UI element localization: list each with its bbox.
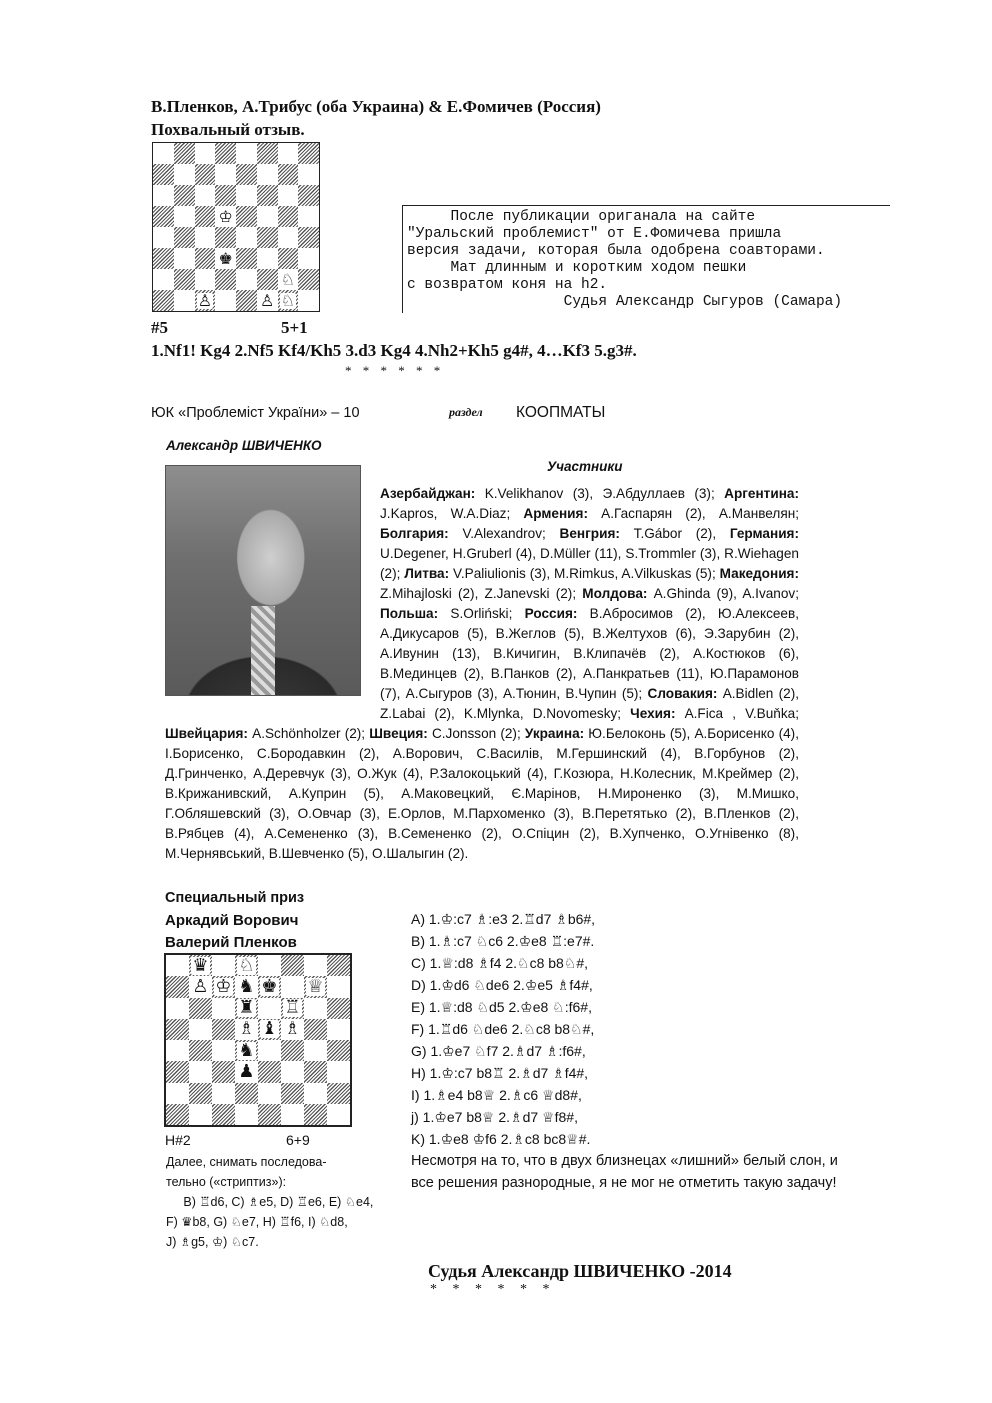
participant-names: A.Ghinda (9), A.Ivanov; — [647, 586, 799, 601]
chess-piece: ♚ — [218, 248, 233, 268]
participant-names: Z.Mihajloski (2), Z.Janevski (2); — [380, 586, 583, 601]
solution-line: I) 1.♗e4 b8♕ 2.♗c6 ♕d8#, — [411, 1087, 582, 1103]
board-square — [195, 248, 216, 269]
chess-piece: ♕ — [307, 975, 324, 997]
board-square — [174, 143, 195, 164]
board-square — [304, 1083, 327, 1104]
board-square — [304, 976, 327, 997]
board-square — [215, 290, 236, 311]
board-square — [258, 1083, 281, 1104]
solution-line: A) 1.♔:c7 ♗:e3 2.♖d7 ♗b6#, — [411, 911, 596, 927]
board-square — [189, 976, 212, 997]
board-square — [215, 206, 236, 227]
board-square — [236, 269, 257, 290]
problem2-piece-count: 6+9 — [286, 1132, 310, 1148]
solution-line: H) 1.♔:c7 b8♖ 2.♗d7 ♗f4#, — [411, 1065, 589, 1081]
board-square — [298, 185, 319, 206]
chess-piece: ♜ — [238, 997, 255, 1019]
board-square — [298, 248, 319, 269]
board-square — [236, 185, 257, 206]
board-square — [235, 1104, 258, 1125]
board-square — [236, 290, 257, 311]
participants-text — [165, 484, 799, 864]
chess-piece: ♚ — [261, 975, 278, 997]
participant-names: J.Kapros, W.A.Diaz; — [380, 506, 524, 521]
participant-names: K.Velikhanov (3), Э.Абдуллаев (3); — [475, 486, 725, 501]
board-square — [166, 1061, 189, 1082]
solution-line: C) 1.♕:d8 ♗f4 2.♘c8 b8♘#, — [411, 955, 589, 971]
board-square — [236, 143, 257, 164]
section-header-right: КООПМАТЫ — [516, 404, 606, 421]
participant-names: V.Alexandrov; — [448, 526, 560, 541]
board-square — [278, 185, 299, 206]
board-square — [215, 143, 236, 164]
board-square — [257, 164, 278, 185]
country-name: Аргентина: — [724, 486, 799, 501]
board-square — [278, 143, 299, 164]
problem1-note: После публикации ориганала на сайте "Уральский проблемист" от Е.Фомичева пришла версия задачи, которая была одобрена соавторами. Мат длинным и коротким ходом пешки с возвратом коня на h2. Судья Александр Сыгуров (Самара) — [402, 205, 890, 313]
country-name: Болгария: — [380, 526, 449, 541]
board-square — [304, 1104, 327, 1125]
chess-piece: ♟ — [238, 1060, 255, 1082]
judge-name: Александр ШВИЧЕНКО — [166, 438, 322, 453]
chess-piece: ♙ — [192, 975, 209, 997]
participant-names: A.Bidlen (2), Z.Labai (2), K.Mlynka, D.Novomesky; — [380, 686, 800, 721]
chess-piece: ♛ — [192, 954, 209, 976]
board-square — [235, 955, 258, 976]
board-square — [195, 290, 216, 311]
participant-names: A.Schönholzer (2); — [247, 726, 370, 741]
board-square — [298, 290, 319, 311]
chess-piece: ♔ — [218, 206, 233, 226]
chess-piece: ♙ — [259, 290, 275, 310]
participant-names: U.Degener, H.Gruberl (4), D.Müller (11), S.Trommler (3), R.Wiehagen (2); — [380, 546, 799, 581]
board-square — [327, 1083, 350, 1104]
problem2-solutions — [411, 908, 851, 1150]
board-square — [235, 976, 258, 997]
board-square — [258, 1061, 281, 1082]
chess-piece: ♔ — [215, 975, 232, 997]
country-name: Украина: — [524, 726, 585, 741]
board-square — [258, 1104, 281, 1125]
solution-line: K) 1.♔e8 ♔f6 2.♗c8 bc8♕#. — [411, 1131, 591, 1147]
board-square — [189, 1104, 212, 1125]
board-square — [258, 976, 281, 997]
board-square — [281, 1019, 304, 1040]
board-square — [166, 998, 189, 1019]
chess-diagram-1 — [152, 142, 320, 312]
country-name: Венгрия: — [559, 526, 620, 541]
chess-piece: ♗ — [284, 1018, 301, 1040]
separator-stars-2: * * * * * * — [430, 1282, 556, 1297]
board-square — [298, 227, 319, 248]
section-header-left: ЮК «Проблеміст України» – 10 — [151, 405, 360, 421]
board-square — [257, 227, 278, 248]
board-square — [212, 955, 235, 976]
board-square — [174, 206, 195, 227]
board-square — [212, 1040, 235, 1061]
board-square — [195, 143, 216, 164]
board-square — [298, 143, 319, 164]
board-square — [212, 1019, 235, 1040]
solution-line: B) 1.♗:c7 ♘c6 2.♔e8 ♖:e7#. — [411, 933, 595, 949]
problem2-stipulation: H#2 — [165, 1132, 191, 1148]
problem1-award: Похвальный отзыв. — [151, 120, 305, 139]
problem2-author-1: Аркадий Ворович — [165, 912, 299, 929]
board-square — [278, 290, 299, 311]
chess-piece: ♘ — [280, 290, 296, 310]
board-square — [235, 1083, 258, 1104]
country-name: Польша: — [380, 606, 439, 621]
separator-stars-1: * * * * * * — [345, 363, 445, 378]
board-square — [298, 206, 319, 227]
board-square — [174, 269, 195, 290]
board-square — [235, 1061, 258, 1082]
chess-piece: ♝ — [261, 1018, 278, 1040]
board-square — [281, 1040, 304, 1061]
board-square — [215, 269, 236, 290]
participant-names: Ю.Белоконь (5), А.Борисенко (4), I.Борисенко, С.Бородавкин (2), А.Ворович, С.Василів, М.Гершинский (4), В.Горбунов (2), Д.Гринченко, А.Деревчук (3), О.Жук (4), Р.Залокоцький (4), Г.Козюра, Н.Колесник, М.Креймер (2), В.Крижанивский, А.Куприн (5), А.Маковецкий, Є.Марінов, Н.Мироненко (3), М.Мишко, Г.Обляшевский (3), О.Овчар (3), Е.Орлов, М.Пархоменко (3), В.Перетятько (2), В.Пленков (2), В.Рябцев (4), А.Семененко (3), В.Семененко (2), О.Спіцин (2), В.Хупченко, О.Угнівенко (8), М.Чернявський, В.Шевченко (5), О.Шалыгин (2). — [165, 726, 799, 861]
board-square — [281, 998, 304, 1019]
chess-piece: ♞ — [238, 975, 255, 997]
board-square — [258, 998, 281, 1019]
board-square — [212, 1061, 235, 1082]
board-square — [153, 206, 174, 227]
participant-names: T.Gábor (2), — [619, 526, 730, 541]
problem1-stipulation: #5 — [151, 318, 168, 337]
board-square — [215, 248, 236, 269]
board-square — [304, 955, 327, 976]
board-square — [257, 290, 278, 311]
board-square — [215, 164, 236, 185]
board-square — [166, 1040, 189, 1061]
board-square — [212, 998, 235, 1019]
board-square — [235, 1040, 258, 1061]
solution-line: F) 1.♖d6 ♘de6 2.♘c8 b8♘#, — [411, 1021, 595, 1037]
board-square — [166, 1104, 189, 1125]
board-square — [189, 1083, 212, 1104]
participant-names: В.Абросимов (2), Ю.Алексеев, А.Дикусаров (5), В.Жеглов (5), В.Желтухов (6), Э.Зарубин (2), А.Ивунин (13), В.Кичигин, В.Клипачёв (2), А.Костюков (6), В.Мединцев (2), В.Панков (2), А.Панкратьев (11), Ю.Парамонов (7), А.Сыгуров (3), А.Тюнин, В.Чупин (5); — [380, 606, 799, 701]
board-square — [212, 976, 235, 997]
problem2-author-2: Валерий Пленков — [165, 934, 297, 951]
board-square — [236, 248, 257, 269]
board-square — [304, 998, 327, 1019]
chess-piece: ♖ — [284, 997, 301, 1019]
problem2-prize: Специальный приз — [165, 890, 305, 906]
board-square — [153, 164, 174, 185]
country-name: Словакия: — [647, 686, 718, 701]
country-name: Россия: — [524, 606, 578, 621]
chess-diagram-2 — [164, 953, 352, 1127]
board-square — [153, 185, 174, 206]
board-square — [281, 955, 304, 976]
board-square — [327, 998, 350, 1019]
board-square — [304, 1019, 327, 1040]
board-square — [153, 227, 174, 248]
board-square — [166, 955, 189, 976]
board-square — [304, 1061, 327, 1082]
board-square — [189, 1040, 212, 1061]
board-square — [327, 1019, 350, 1040]
participants-title: Участники — [547, 459, 623, 474]
board-square — [257, 206, 278, 227]
board-square — [281, 1104, 304, 1125]
solution-line: E) 1.♕:d8 ♘d5 2.♔e8 ♘:f6#, — [411, 999, 592, 1015]
board-square — [166, 1019, 189, 1040]
board-square — [281, 1061, 304, 1082]
board-square — [153, 269, 174, 290]
country-name: Азербайджан: — [380, 486, 476, 501]
board-square — [189, 1019, 212, 1040]
board-square — [327, 1061, 350, 1082]
board-square — [258, 1040, 281, 1061]
chess-piece: ♗ — [238, 1018, 255, 1040]
board-square — [195, 269, 216, 290]
board-square — [235, 1019, 258, 1040]
board-square — [236, 206, 257, 227]
board-square — [236, 164, 257, 185]
country-name: Германия: — [729, 526, 800, 541]
chess-piece: ♘ — [280, 269, 296, 289]
solution-line: D) 1.♔d6 ♘de6 2.♔e5 ♗f4#, — [411, 977, 593, 993]
country-name: Швеция: — [369, 726, 428, 741]
board-square — [174, 227, 195, 248]
board-square — [195, 185, 216, 206]
board-square — [258, 955, 281, 976]
board-square — [327, 976, 350, 997]
board-square — [278, 164, 299, 185]
country-name: Литва: — [404, 566, 450, 581]
solution-line: j) 1.♔e7 b8♕ 2.♗d7 ♕f8#, — [411, 1109, 578, 1125]
footer-judge: Судья Александр ШВИЧЕНКО -2014 — [428, 1261, 732, 1281]
board-square — [212, 1083, 235, 1104]
board-square — [235, 998, 258, 1019]
board-square — [189, 955, 212, 976]
board-square — [298, 164, 319, 185]
board-square — [257, 269, 278, 290]
board-square — [257, 143, 278, 164]
problem2-twins-note: Далее, снимать последова- тельно («стриптиз»): B) ♖d6, C) ♗e5, D) ♖e6, E) ♘e4, F) ♛b8, G) ♘e7, H) ♖f6, I) ♘d8, J) ♗g5, ♔) ♘c7. — [166, 1155, 374, 1249]
board-square — [298, 269, 319, 290]
problem1-authors: В.Пленков, А.Трибус (оба Украина) & Е.Фомичев (Россия) — [151, 97, 601, 116]
board-square — [166, 1083, 189, 1104]
board-square — [281, 1083, 304, 1104]
participant-names: C.Jonsson (2); — [427, 726, 525, 741]
board-square — [258, 1019, 281, 1040]
board-square — [195, 227, 216, 248]
board-square — [174, 290, 195, 311]
board-square — [327, 1104, 350, 1125]
participant-names: А.Гаспарян (2), А.Манвелян; — [588, 506, 799, 521]
chess-piece: ♞ — [238, 1039, 255, 1061]
board-square — [189, 998, 212, 1019]
country-name: Армения: — [523, 506, 588, 521]
board-square — [195, 206, 216, 227]
board-square — [327, 955, 350, 976]
participant-names: S.Orliński; — [438, 606, 525, 621]
board-square — [236, 227, 257, 248]
board-square — [166, 976, 189, 997]
country-name: Швейцария: — [165, 726, 248, 741]
board-square — [327, 1040, 350, 1061]
board-square — [153, 290, 174, 311]
board-square — [174, 164, 195, 185]
board-square — [212, 1104, 235, 1125]
board-square — [195, 164, 216, 185]
board-square — [278, 227, 299, 248]
board-square — [257, 185, 278, 206]
section-header-mid: раздел — [449, 405, 483, 419]
board-square — [304, 1040, 327, 1061]
chess-piece: ♙ — [197, 290, 213, 310]
board-square — [278, 269, 299, 290]
country-name: Молдова: — [582, 586, 648, 601]
board-square — [278, 206, 299, 227]
board-square — [278, 248, 299, 269]
board-square — [153, 248, 174, 269]
board-square — [189, 1061, 212, 1082]
problem2-comment: Несмотря на то, что в двух близнецах «лишний» белый слон, и все решения разнородные, я не мог не отметить такую задачу! — [411, 1153, 838, 1191]
problem1-solution: 1.Nf1! Kg4 2.Nf5 Kf4/Kh5 3.d3 Kg4 4.Nh2+Kh5 g4#, 4…Kf3 5.g3#. — [151, 341, 637, 360]
solution-line: G) 1.♔e7 ♘f7 2.♗d7 ♗:f6#, — [411, 1043, 586, 1059]
chess-piece: ♘ — [238, 954, 255, 976]
board-square — [174, 185, 195, 206]
board-square — [215, 185, 236, 206]
board-square — [153, 143, 174, 164]
problem1-piece-count: 5+1 — [281, 318, 308, 337]
country-name: Чехия: — [630, 706, 676, 721]
board-square — [257, 248, 278, 269]
board-square — [215, 227, 236, 248]
participant-names: V.Paliulionis (3), M.Rimkus, A.Vilkuskas (5); — [449, 566, 720, 581]
country-name: Македония: — [719, 566, 800, 581]
participant-names: A.Fica , V.Buňka; — [675, 706, 799, 721]
board-square — [281, 976, 304, 997]
board-square — [174, 248, 195, 269]
